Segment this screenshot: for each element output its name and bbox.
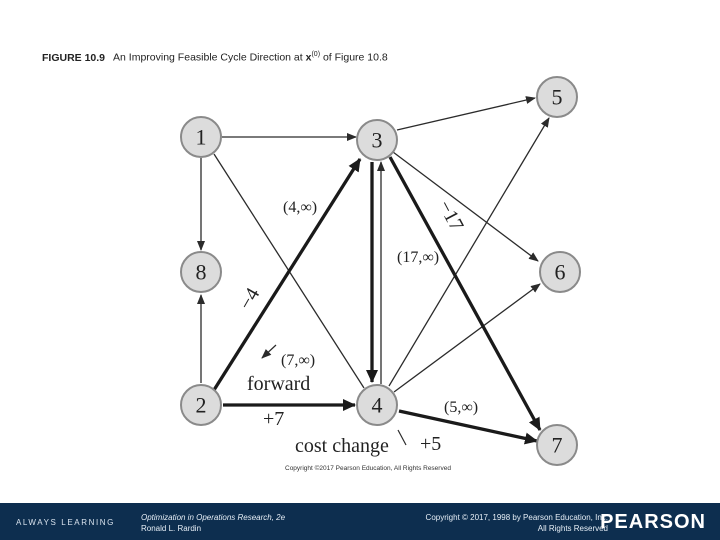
- label-forward: forward: [247, 373, 311, 395]
- node-2: [181, 385, 221, 425]
- node-7: [537, 425, 577, 465]
- copyright-notice: [426, 512, 608, 534]
- label-plus7: +7: [263, 408, 285, 430]
- svg-text:3: 3: [371, 127, 383, 153]
- node-8: [181, 252, 221, 292]
- label-plus5: +5: [420, 433, 442, 455]
- cost-change-mark: [398, 430, 406, 445]
- node-3: [357, 120, 397, 160]
- book-title: Optimization in Operations Research, 2e: [141, 513, 286, 522]
- svg-text:7: 7: [551, 432, 563, 458]
- label-4-inf: (4,∞): [283, 199, 318, 216]
- svg-text:4: 4: [371, 392, 383, 418]
- copyright-line-2: All Rights Reserved: [537, 524, 608, 533]
- caption-text-end: of Figure 10.8: [320, 51, 388, 64]
- arc-3-7-cycle: [390, 157, 540, 430]
- label-5-inf: (5,∞): [444, 399, 479, 416]
- footer-bar: [0, 503, 720, 540]
- book-info: [141, 512, 285, 534]
- image-credit: Copyright ©2017 Pearson Education, All Rights Reserved: [285, 465, 451, 472]
- copyright-line-1: Copyright © 2017, 1998 by Pearson Education, Inc.: [425, 513, 608, 522]
- arc-3-6: [393, 152, 538, 261]
- figure-label: FIGURE 10.9: [42, 51, 106, 64]
- always-learning-text: ALWAYS LEARNING: [16, 518, 115, 527]
- arc-3-5: [397, 98, 535, 130]
- book-author: Ronald L. Rardin: [141, 524, 202, 533]
- node-1: [181, 117, 221, 157]
- pearson-logo: PEARSON: [600, 511, 706, 533]
- label-neg17: −17: [433, 196, 468, 235]
- caption-x-symbol: x: [305, 51, 312, 64]
- svg-text:8: 8: [195, 259, 207, 285]
- node-4: [357, 385, 397, 425]
- forward-mark: [262, 345, 276, 358]
- label-neg4: −4: [234, 284, 265, 314]
- svg-text:6: 6: [554, 259, 566, 285]
- svg-text:5: 5: [551, 84, 563, 110]
- label-17-inf: (17,∞): [397, 249, 440, 266]
- label-7-inf: (7,∞): [281, 352, 316, 369]
- label-cost-change: cost change: [295, 435, 389, 457]
- node-6: [540, 252, 580, 292]
- svg-text:1: 1: [195, 124, 207, 150]
- node-5: [537, 77, 577, 117]
- svg-text:2: 2: [195, 392, 207, 418]
- caption-text: An Improving Feasible Cycle Direction at: [113, 51, 306, 64]
- caption-superscript: (0): [311, 51, 321, 58]
